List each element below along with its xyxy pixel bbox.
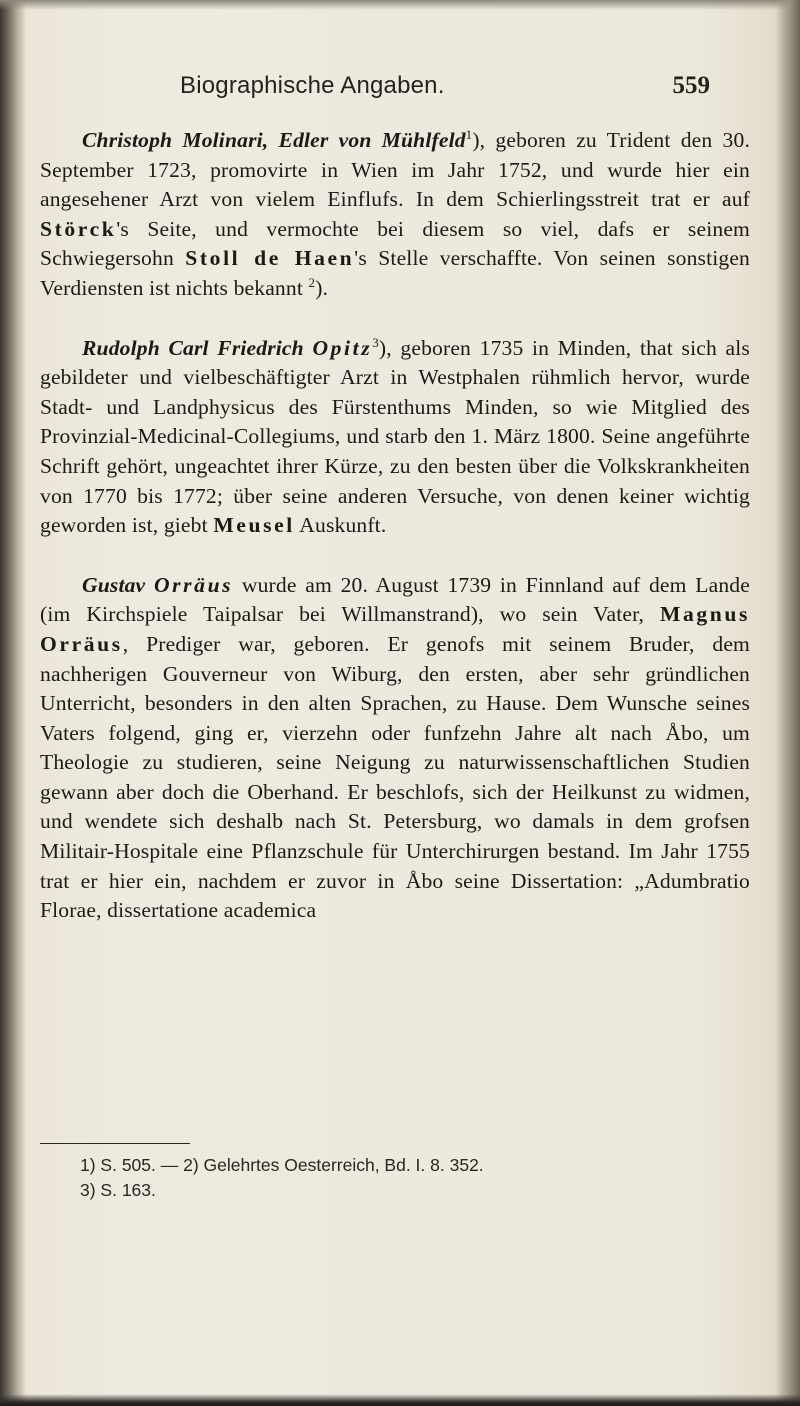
spaced-name: Meusel (213, 513, 295, 538)
page-top-edge (0, 0, 800, 10)
page-right-edge (776, 0, 800, 1406)
footnote-line: 3) S. 163. (80, 1180, 156, 1200)
page-header (60, 72, 750, 112)
entry-text: Auskunft. (294, 513, 387, 538)
entry-opitz (40, 334, 750, 541)
entry-text: ), geboren 1735 in Minden, that sich als gebildeter und vielbeschäftigter Arzt in Westphalen rühmlich hervor, wurde Stadt- und Landphysicus des Fürstenthums Minden, so wie Mitglied des Provinzial-Medicinal-Collegiums, und starb den 1. März 1800. Seine angeführte Schrift gehört, ungeachtet ihrer Kürze, zu den besten über die Volkskrankheiten von 1770 bis 1772; über seine anderen Versuche, von denen keiner wichtig geworden ist, giebt (40, 335, 750, 538)
page-number: 559 (672, 72, 710, 99)
running-head: Biographische Angaben. (180, 72, 445, 99)
spaced-name: Opitz (312, 335, 373, 360)
page-bottom-edge (0, 1394, 800, 1406)
binding-gutter (0, 0, 26, 1406)
entry-name: Gustav (82, 572, 146, 597)
entry-text: wurde am 20. August 1739 in Finnland auf dem Lande (im Kirchspiele Taipalsar bei Willmanstrand), wo sein Vater, (40, 572, 750, 627)
footnote-mark: 2 (308, 274, 316, 290)
entry-text: , Prediger war, geboren. Er genofs mit seinem Bruder, dem nachherigen Gouverneur von Wiburg, den ersten, aber sehr gründlichen Unterricht, besonders in den alten Sprachen, zu Hause. Dem Wunsche seines Vaters folgend, ging er, vierzehn oder funfzehn Jahre alt nach Åbo, um Theologie zu studieren, seine Neigung zu naturwissenschaftlichen Studien gewann aber doch die Oberhand. Er beschlofs, sich der Heilkunst zu widmen, und wendete sich deshalb nach St. Petersburg, wo damals in dem grofsen Militair-Hospitale eine Pflanzschule für Unterchirurgen bestand. Im Jahr 1755 trat er hier ein, nachdem er zuvor in Åbo seine Dissertation: „Adumbratio Florae, dissertatione academica (40, 631, 750, 923)
entry-text: 's Seite, und vermochte bei diesem so viel, dafs er seinem Schwiegersohn (40, 216, 750, 271)
entry-name: Christoph Molinari, Edler von Mühlfeld (82, 128, 466, 152)
footnote-mark: 1 (465, 126, 473, 142)
entry-orraeus (40, 571, 750, 926)
entry-text: ), geboren zu Trident den 30. September 1723, promovirte in Wien im Jahr 1752, und wurde hier ein angesehener Arzt von vielem Einflufs. In dem Schierlingsstreit trat er auf (40, 128, 750, 212)
spaced-name: Orräus (153, 572, 234, 597)
entry-molinari (40, 126, 750, 304)
entry-name: Rudolph Carl Friedrich (82, 335, 304, 360)
spaced-name: Störck (40, 216, 117, 241)
body-text (40, 126, 750, 956)
footnote-mark: 3 (372, 334, 379, 350)
footnotes (40, 1153, 740, 1203)
footnote-rule (40, 1143, 190, 1144)
entry-text: 's Stelle verschaffte. Von seinen sonstigen Verdiensten ist nichts bekannt (40, 246, 751, 300)
spaced-name: Stoll de Haen (185, 246, 355, 271)
spaced-name: Magnus Orräus (40, 602, 750, 656)
footnote-line: 1) S. 505. — 2) Gelehrtes Oesterreich, Bd. I. 8. 352. (80, 1155, 484, 1175)
entry-text: ). (315, 275, 329, 300)
